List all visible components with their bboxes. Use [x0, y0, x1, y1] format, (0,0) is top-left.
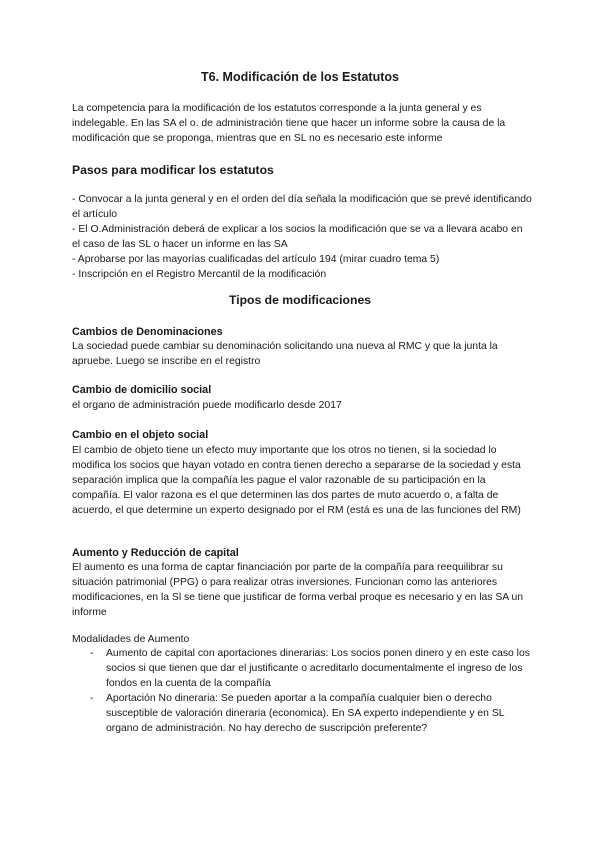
- section-heading-domicilio: Cambio de domicilio social: [72, 384, 212, 396]
- bullet-dash: -: [90, 693, 94, 704]
- tipos-heading: Tipos de modificaciones: [229, 293, 371, 307]
- pasos-item: - Convocar a la junta general y en el orden del día señala la modificación que se prevé identificando el artículo: [72, 194, 532, 220]
- section-text-objeto: El cambio de objeto tiene un efecto muy importante que los otros no tienen, si la sociedad lo modifica los socios que hayan votado en contra tienen derecho a separarse de la sociedad y esta separación implica que la compañía les pague el valor razonable de su participación en la compañía. El valor razona es el que determinen las dos partes de muto acuerdo o, a falta de acuerdo, el que determine un experto designado por el RM (está es una de las funciones del RM): [72, 445, 521, 516]
- section-heading-denominaciones: Cambios de Denominaciones: [72, 326, 223, 338]
- list-item: [72, 646, 532, 691]
- bullet-dash: -: [90, 648, 94, 659]
- modalidades-heading: Modalidades de Aumento: [72, 634, 190, 645]
- section-heading-objeto: Cambio en el objeto social: [72, 429, 209, 441]
- pasos-heading: Pasos para modificar los estatutos: [72, 163, 274, 177]
- section-text-denominaciones: La sociedad puede cambiar su denominación solicitando una nueva al RMC y que la junta la apruebe. Luego se inscribe en el registro: [72, 341, 498, 367]
- list-item-text: Aportación No dineraria: Se pueden aportar a la compañía cualquier bien o derecho susceptible de valoración dineraria (economica). En SA experto independiente y en SL organo de administración. No hay derecho de suscripción preferente?: [106, 693, 505, 734]
- list-item: [72, 691, 532, 736]
- section-text-domicilio: el organo de administración puede modificarlo desde 2017: [72, 400, 342, 411]
- modalidades-list: [72, 646, 532, 736]
- section-heading-aumento: Aumento y Reducción de capital: [72, 547, 239, 559]
- section-text-aumento: El aumento es una forma de captar financiación por parte de la compañía para reequilibrar su situación patrimonial (PPG) o para realizar otras inversiones. Funcionan como las anteriores modificaciones, en la Sl se tiene que justificar de forma verbal proque es necesario y en las SA un informe: [72, 562, 524, 618]
- page-title: T6. Modificación de los Estatutos: [201, 70, 399, 84]
- pasos-item: - El O.Administración deberá de explicar a los socios la modificación que se va a llevara acabo en el caso de las SL o hacer un informe en las SA: [72, 224, 523, 250]
- pasos-item: - Aprobarse por las mayorías cualificadas del artículo 194 (mirar cuadro tema 5): [72, 254, 440, 265]
- pasos-list: [72, 192, 532, 282]
- list-item-text: Aumento de capital con aportaciones dinerarias: Los socios ponen dinero y en este caso los socios si que tienen que dar el justificante o acreditarlo documentalmente el ingreso de los fondos en la cuenta de la compañía: [106, 648, 530, 689]
- pasos-item: - Inscripción en el Registro Mercantil de la modificación: [72, 269, 327, 280]
- intro-paragraph: La competencia para la modificación de los estatutos corresponde a la junta general y es indelegable. En las SA el o. de administración tiene que hacer un informe sobre la causa de la modificación que se proponga, mientras que en SL no es necesario este informe: [72, 103, 506, 144]
